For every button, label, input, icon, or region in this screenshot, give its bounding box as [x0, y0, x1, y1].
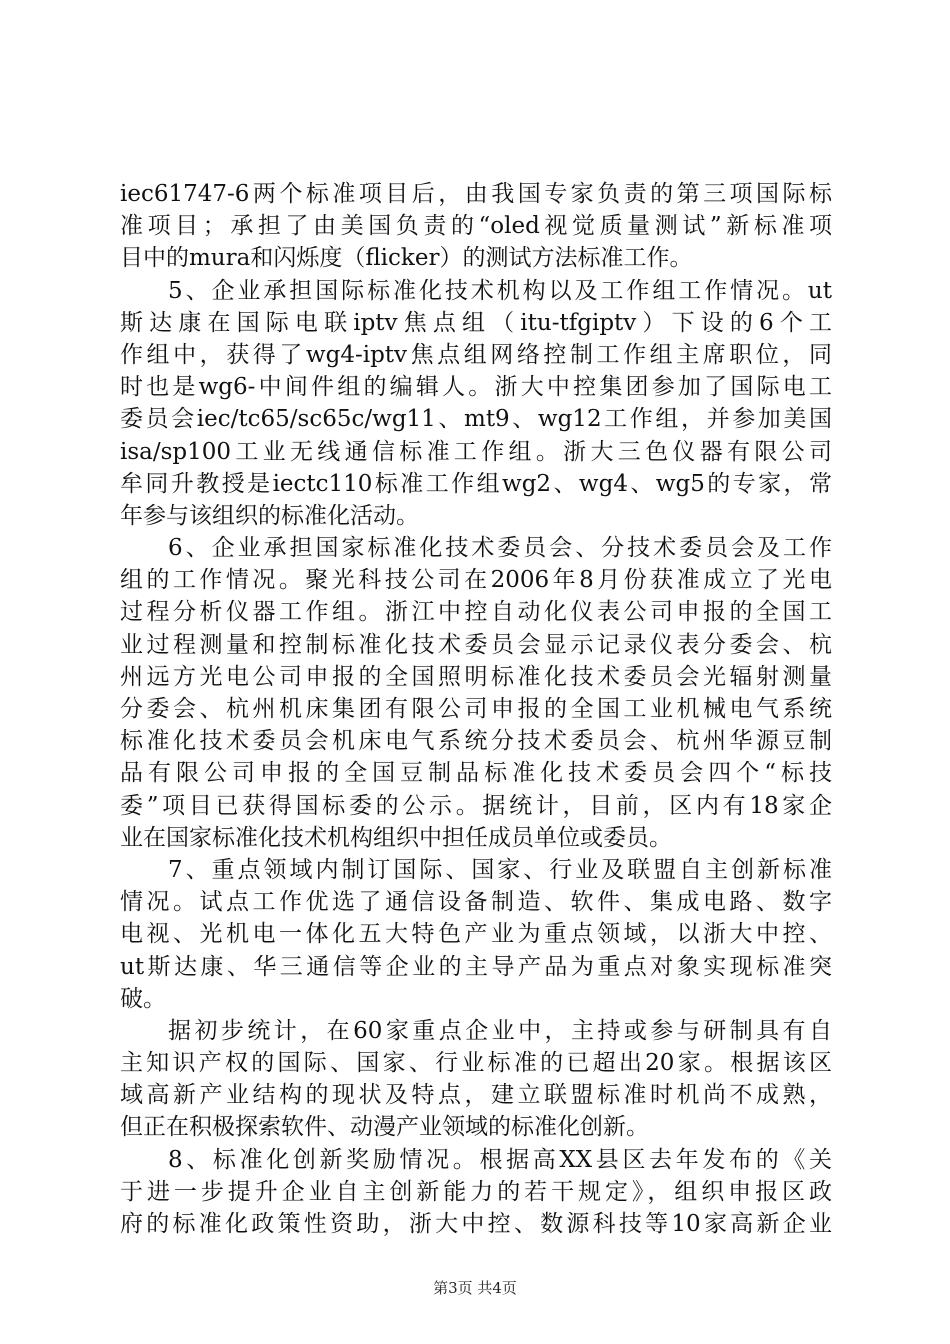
text-line: 品有限公司申报的全国豆制品标准化技术委员会四个“标技 — [120, 760, 832, 787]
text-line: 业在国家标准化技术机构组织中担任成员单位或委员。 — [120, 824, 672, 851]
text-line: 于进一步提升企业自主创新能力的若干规定》，组织申报区政 — [120, 1178, 832, 1205]
text-line: 8、标准化创新奖励情况。根据高XX县区去年发布的《关 — [168, 1146, 832, 1173]
text-line: ut斯达康、华三通信等企业的主导产品为重点对象实现标准突 — [120, 953, 832, 980]
text-line: 委”项目已获得国标委的公示。据统计，目前，区内有18家企 — [120, 792, 832, 819]
text-line: iec61747-6两个标准项目后，由我国专家负责的第三项国际标 — [120, 181, 832, 207]
text-line: 目中的mura和闪烁度（flicker）的测试方法标准工作。 — [120, 245, 693, 272]
text-line: 年参与该组织的标准化活动。 — [120, 502, 419, 529]
text-line: 域高新产业结构的现状及特点，建立联盟标准时机尚不成熟， — [120, 1082, 832, 1109]
text-line: 牟同升教授是iectc110标准工作组wg2、wg4、wg5的专家，常 — [120, 470, 832, 497]
text-line: 但正在积极探索软件、动漫产业领域的标准化创新。 — [120, 1114, 649, 1141]
text-line: 委员会iec/tc65/sc65c/wg11、mt9、wg12工作组，并参加美国 — [120, 406, 832, 433]
text-line: 据初步统计，在60家重点企业中，主持或参与研制具有自 — [168, 1017, 832, 1044]
text-line: 斯达康在国际电联iptv焦点组（itu-tfgiptv）下设的6个工 — [120, 309, 832, 336]
text-line: 破。 — [120, 985, 166, 1012]
text-line: 州远方光电公司申报的全国照明标准化技术委员会光辐射测量 — [120, 663, 832, 690]
text-line: 过程分析仪器工作组。浙江中控自动化仪表公司申报的全国工 — [120, 599, 832, 626]
text-line: 府的标准化政策性资助，浙大中控、数源科技等10家高新企业 — [120, 1211, 832, 1237]
text-line: 5、企业承担国际标准化技术机构以及工作组工作情况。ut — [168, 277, 832, 304]
text-line: 分委会、杭州机床集团有限公司申报的全国工业机械电气系统 — [120, 696, 832, 722]
text-line: 时也是wg6-中间件组的编辑人。浙大中控集团参加了国际电工 — [120, 374, 832, 401]
text-line: 组的工作情况。聚光科技公司在2006年8月份获准成立了光电 — [120, 567, 832, 594]
text-line: 标准化技术委员会机床电气系统分技术委员会、杭州华源豆制 — [120, 728, 832, 755]
text-line: isa/sp100工业无线通信标准工作组。浙大三色仪器有限公司 — [120, 438, 832, 465]
page-footer: 第3页 共4页 — [433, 1279, 517, 1297]
text-line: 电视、光机电一体化五大特色产业为重点领域，以浙大中控、 — [120, 921, 832, 948]
text-line: 业过程测量和控制标准化技术委员会显示记录仪表分委会、杭 — [120, 631, 832, 658]
text-line: 7、重点领域内制订国际、国家、行业及联盟自主创新标准 — [168, 856, 832, 883]
text-line: 6、企业承担国家标准化技术委员会、分技术委员会及工作 — [168, 535, 832, 562]
text-line: 作组中，获得了wg4-iptv焦点组网络控制工作组主席职位，同 — [120, 341, 832, 368]
text-line: 主知识产权的国际、国家、行业标准的已超出20家。根据该区 — [120, 1050, 832, 1077]
text-line: 情况。试点工作优选了通信设备制造、软件、集成电路、数字 — [120, 889, 832, 916]
text-line: 准项目；承担了由美国负责的“oled视觉质量测试”新标准项 — [120, 213, 832, 240]
document-body — [120, 178, 832, 1240]
